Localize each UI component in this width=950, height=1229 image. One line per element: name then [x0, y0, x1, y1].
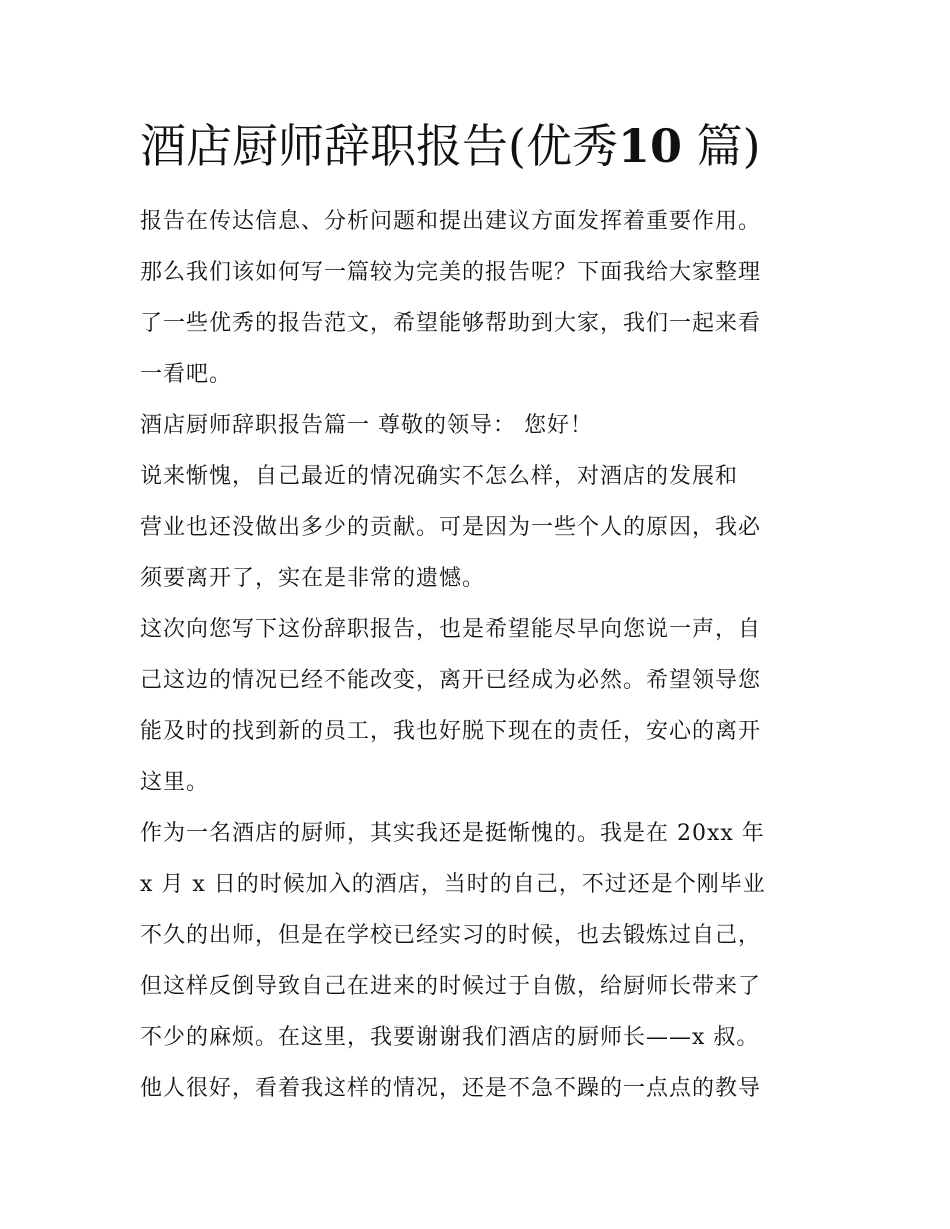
paragraph-line: 不久的出师，但是在学校已经实习的时候，也去锻炼过自己， [140, 923, 762, 948]
paragraph-line: 那么我们该如何写一篇较为完美的报告呢？下面我给大家整理 [140, 260, 762, 285]
title-prefix: 酒店厨师辞职报告(优秀 [140, 119, 618, 173]
paragraph-line: 须要离开了，实在是非常的遗憾。 [140, 566, 486, 591]
paragraph-line: 不少的麻烦。在这里，我要谢谢我们酒店的厨师长——x 叔。 [140, 1025, 760, 1050]
paragraph-line: 他人很好，看着我这样的情况，还是不急不躁的一点点的教导 [140, 1076, 762, 1101]
paragraph-line: 能及时的找到新的员工，我也好脱下现在的责任，安心的离开 [140, 719, 762, 744]
paragraph-line: 但这样反倒导致自己在进来的时候过于自傲，给厨师长带来了 [140, 974, 762, 999]
paragraph-line: 报告在传达信息、分析问题和提出建议方面发挥着重要作用。 [140, 209, 762, 234]
paragraph-line: 这里。 [140, 770, 210, 795]
paragraph-line: 这次向您写下这份辞职报告，也是希望能尽早向您说一声，自 [140, 617, 762, 642]
document-title [140, 112, 840, 180]
section-heading-line: 酒店厨师辞职报告篇一 尊敬的领导： 您好！ [140, 413, 593, 438]
paragraph-line: x 月 x 日的时候加入的酒店，当时的自己，不过还是个刚毕业 [140, 872, 766, 897]
title-suffix: 篇) [696, 119, 761, 173]
title-number: 10 [617, 119, 682, 173]
paragraph-line: 营业也还没做出多少的贡献。可是因为一些个人的原因，我必 [140, 515, 762, 540]
paragraph-line: 说来惭愧，自己最近的情况确实不怎么样，对酒店的发展和 [140, 464, 739, 489]
paragraph-line: 己这边的情况已经不能改变，离开已经成为必然。希望领导您 [140, 668, 762, 693]
paragraph-line: 了一些优秀的报告范文，希望能够帮助到大家，我们一起来看 [140, 311, 762, 336]
paragraph-line: 作为一名酒店的厨师，其实我还是挺惭愧的。我是在 20xx 年 [140, 821, 765, 846]
paragraph-line: 一看吧。 [140, 362, 233, 387]
